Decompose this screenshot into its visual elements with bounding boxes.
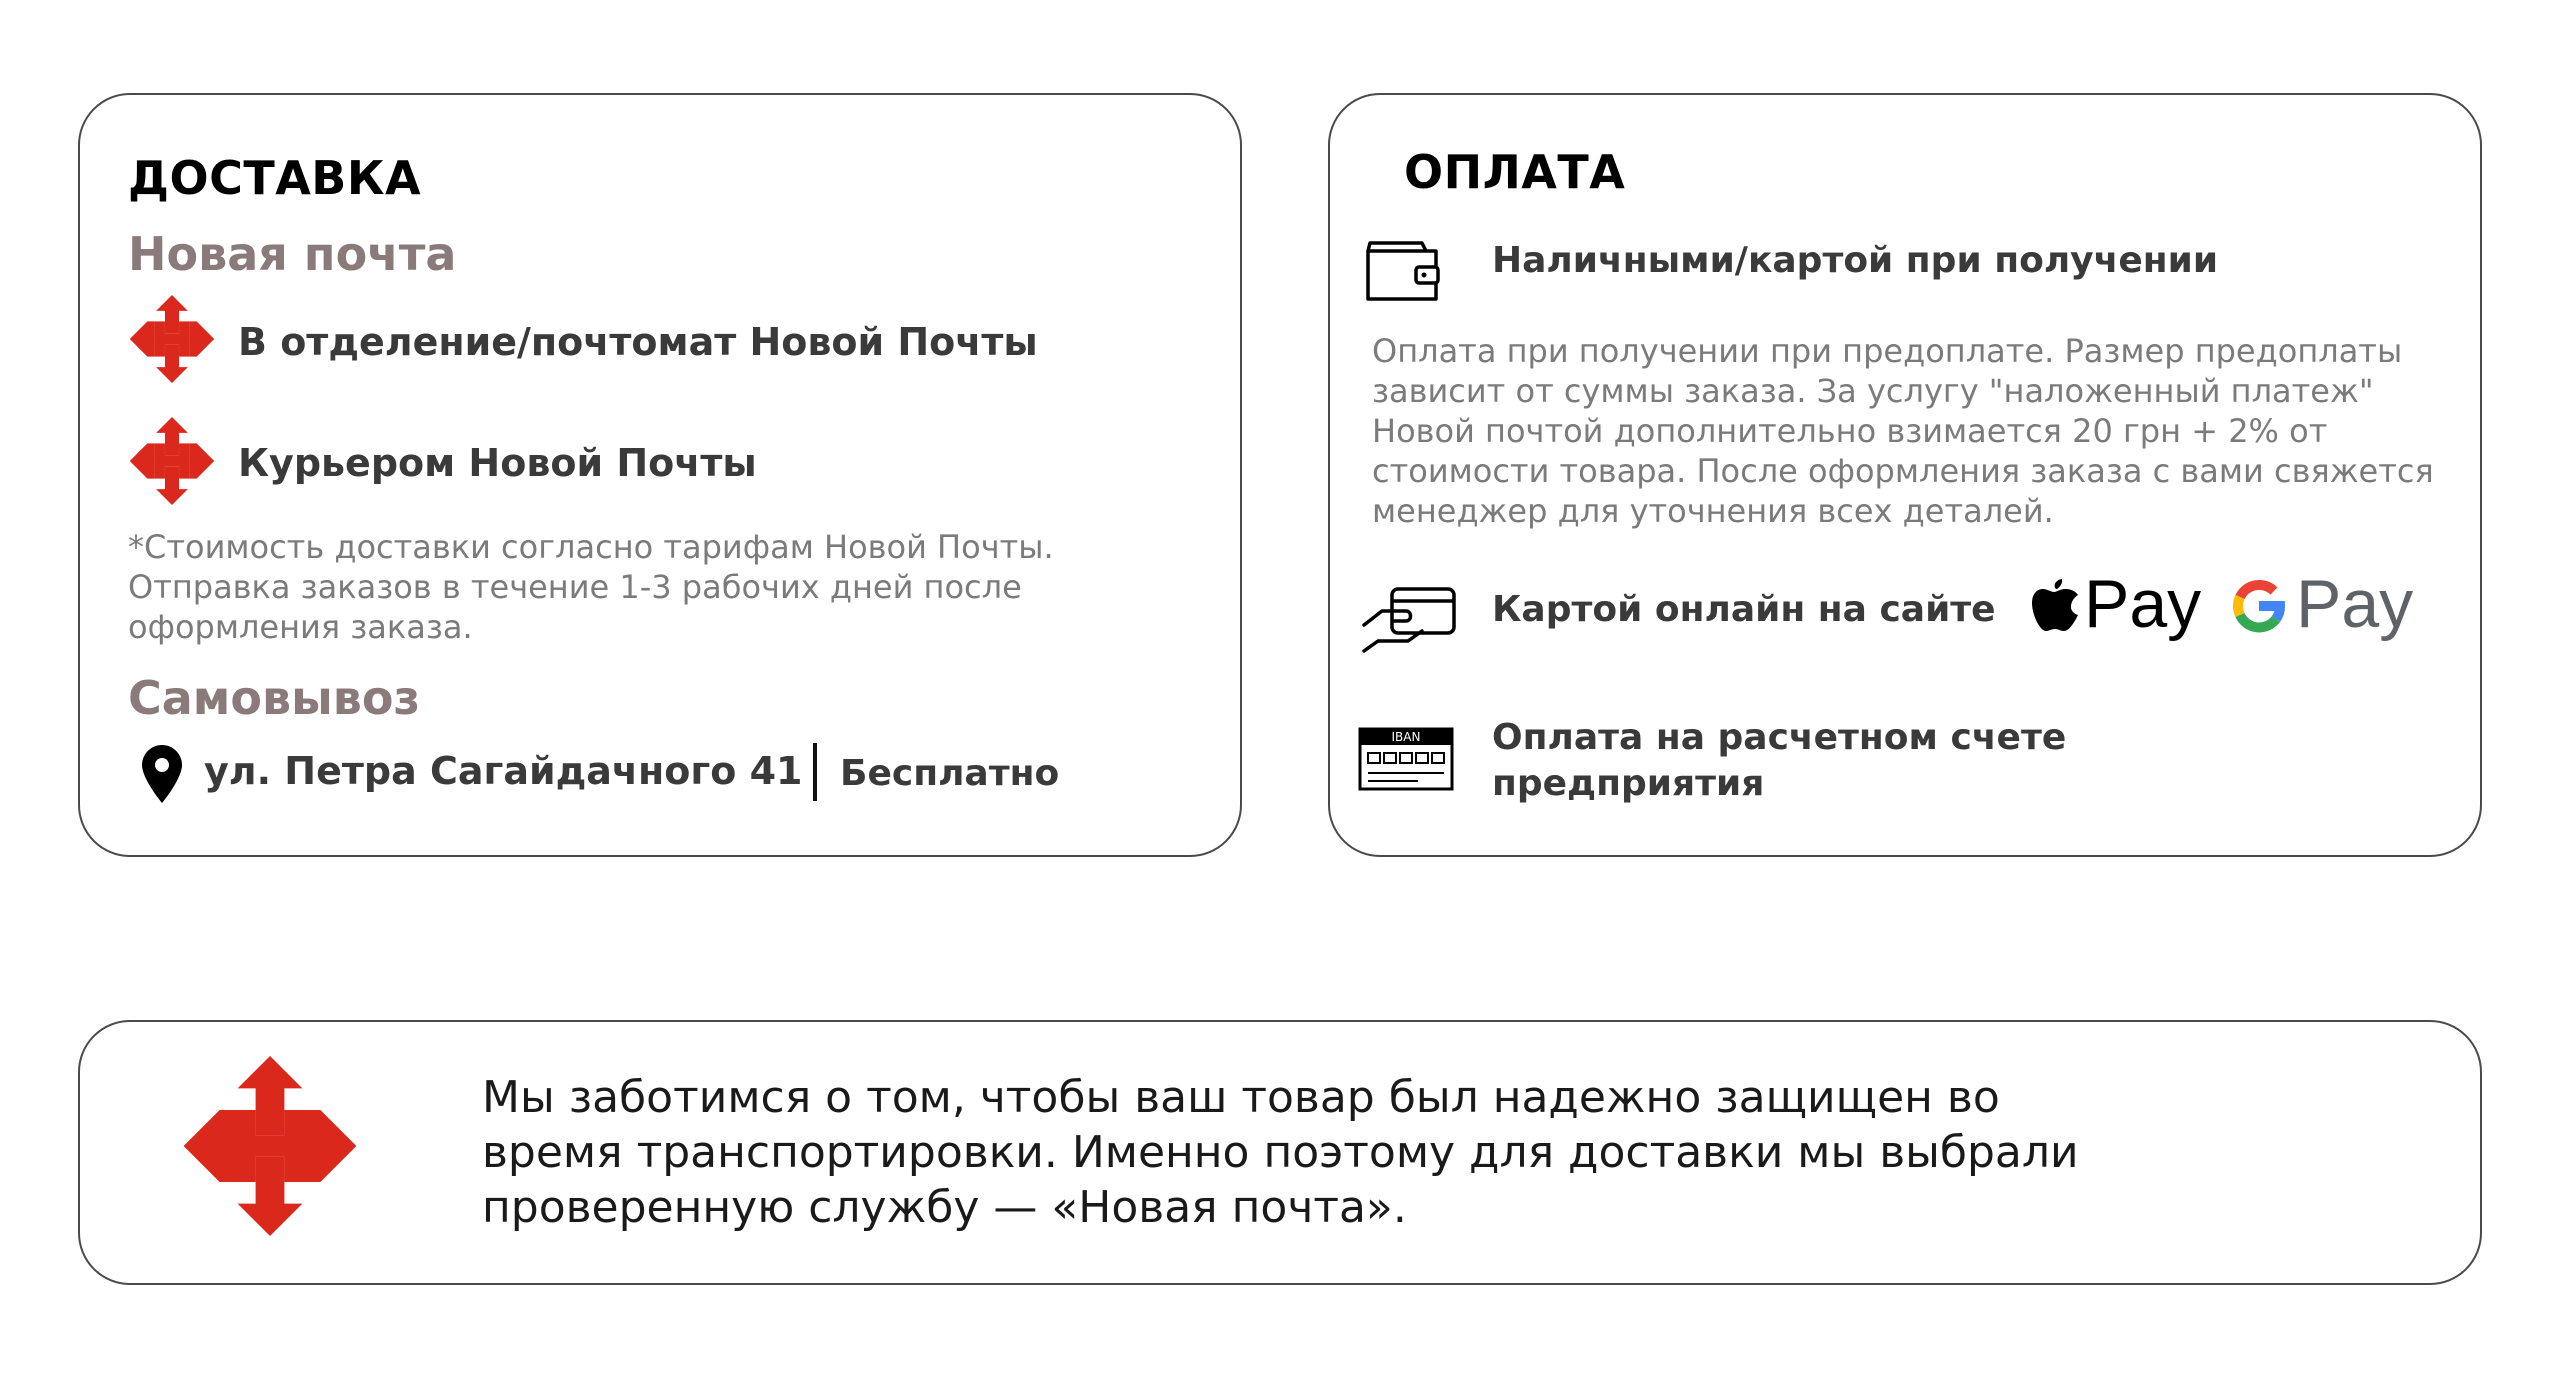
info-text-line3: проверенную службу — «Новая почта». xyxy=(482,1182,1407,1233)
nova-poshta-logo-icon xyxy=(128,295,216,383)
delivery-title: ДОСТАВКА xyxy=(128,151,422,205)
pickup-heading: Самовывоз xyxy=(128,671,421,725)
nova-poshta-logo-icon xyxy=(180,1056,360,1236)
delivery-option-branch[interactable]: В отделение/почтомат Новой Почты xyxy=(238,320,1038,364)
google-pay-logo xyxy=(2230,566,2420,651)
delivery-note: *Стоимость доставки согласно тарифам Новой Почты. Отправка заказов в течение 1-3 рабочих дней после оформления заказа. xyxy=(128,528,1054,646)
payment-iban-label-line2: предприятия xyxy=(1492,763,1765,804)
delivery-option-courier[interactable]: Курьером Новой Почты xyxy=(238,441,757,485)
map-pin-icon xyxy=(142,745,182,805)
google-g-icon xyxy=(2230,577,2288,635)
info-text-line2: время транспортировки. Именно поэтому для доставки мы выбрали xyxy=(482,1127,2079,1178)
iban-icon xyxy=(1358,727,1454,791)
payment-online-label[interactable]: Картой онлайн на сайте xyxy=(1492,589,1996,630)
apple-pay-logo xyxy=(2032,566,2212,651)
apple-logo-icon xyxy=(2032,577,2080,633)
card-in-hand-icon xyxy=(1362,585,1458,657)
pickup-address: ул. Петра Сагайдачного 41 xyxy=(204,749,803,793)
info-text xyxy=(482,1070,2442,1235)
wallet-icon xyxy=(1364,237,1440,305)
apple-pay-text: Pay xyxy=(2084,566,2202,642)
payment-title: ОПЛАТА xyxy=(1404,145,1626,199)
payment-card xyxy=(1328,93,2482,857)
delivery-card xyxy=(78,93,1242,857)
info-text-line1: Мы заботимся о том, чтобы ваш товар был надежно защищен во xyxy=(482,1072,2000,1123)
iban-icon-text: IBAN xyxy=(1391,730,1421,744)
payment-cash-description: Оплата при получении при предоплате. Размер предоплаты зависит от суммы заказа. За услугу "наложенный платеж" Новой почтой дополнительно взимается 20 грн + 2% от стоимости товара. После оформления заказа с вами свяжется менеджер для уточнения всех деталей. xyxy=(1372,332,2434,530)
carrier-heading: Новая почта xyxy=(128,227,457,281)
pickup-divider xyxy=(813,743,817,801)
payment-cash-label[interactable]: Наличными/картой при получении xyxy=(1492,240,2219,281)
payment-iban-label[interactable] xyxy=(1492,715,2066,807)
nova-poshta-logo-icon xyxy=(128,417,216,505)
payment-iban-label-line1: Оплата на расчетном счете xyxy=(1492,717,2067,758)
pickup-price: Бесплатно xyxy=(840,753,1060,794)
info-card xyxy=(78,1020,2482,1285)
google-pay-text: Pay xyxy=(2296,566,2414,642)
